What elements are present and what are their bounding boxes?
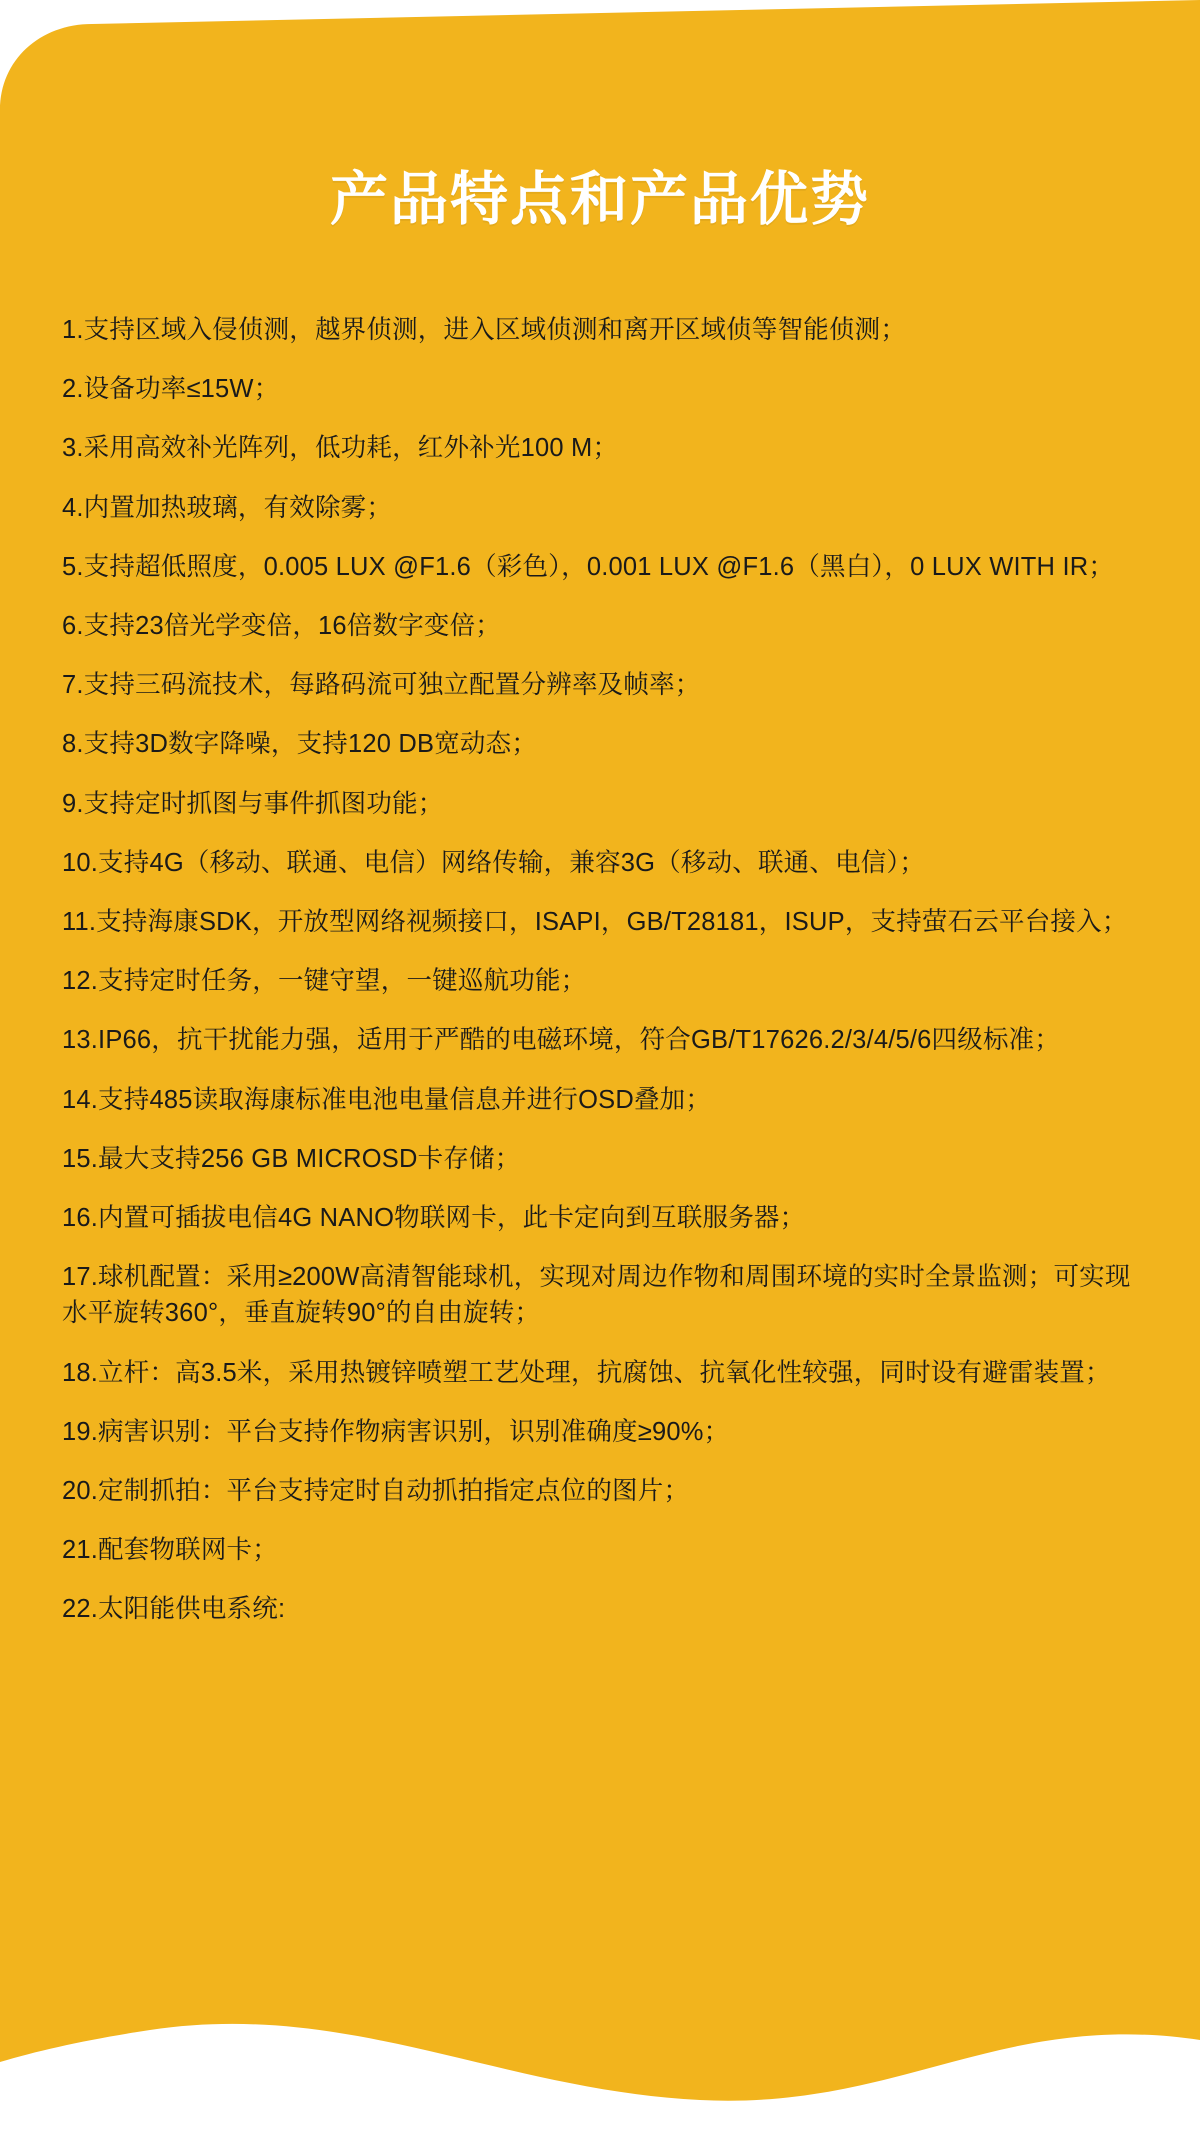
list-item: 15.最大支持256 GB MICROSD卡存储； <box>62 1144 521 1173</box>
list-item: 2.设备功率≤15W； <box>62 375 280 404</box>
list-item: 10.支持4G（移动、联通、电信）网络传输，兼容3G（移动、联通、电信）； <box>62 848 926 877</box>
list-item: 16.内置可插拔电信4G NANO物联网卡，此卡定向到互联服务器； <box>62 1204 806 1233</box>
list-item: 3.采用高效补光阵列，低功耗，红外补光100 M； <box>62 434 619 463</box>
list-item: 21.配套物联网卡； <box>62 1536 278 1565</box>
feature-list <box>62 312 1142 1628</box>
list-item: 7.支持三码流技术，每路码流可独立配置分辨率及帧率； <box>62 671 701 700</box>
list-item: 22.太阳能供电系统: <box>62 1595 286 1624</box>
list-item: 12.支持定时任务，一键守望，一键巡航功能； <box>62 967 587 996</box>
list-item: 4.内置加热玻璃，有效除雾； <box>62 493 393 522</box>
list-item: 8.支持3D数字降噪，支持120 DB宽动态； <box>62 730 538 759</box>
list-item: 18.立杆：高3.5米，采用热镀锌喷塑工艺处理，抗腐蚀、抗氧化性较强，同时设有避雷装置； <box>62 1358 1111 1387</box>
list-item: 14.支持485读取海康标准电池电量信息并进行OSD叠加； <box>62 1085 712 1114</box>
list-item: 13.IP66，抗干扰能力强，适用于严酷的电磁环境，符合GB/T17626.2/3/4/5/6四级标准； <box>62 1026 1061 1055</box>
page-title: 产品特点和产品优势 <box>329 167 870 232</box>
list-item: 19.病害识别：平台支持作物病害识别，识别准确度≥90%； <box>62 1417 730 1446</box>
list-item: 5.支持超低照度，0.005 LUX @F1.6（彩色），0.001 LUX @F1.6（黑白），0 LUX WITH IR； <box>62 552 1115 581</box>
list-item: 1.支持区域入侵侦测，越界侦测，进入区域侦测和离开区域侦等智能侦测； <box>62 316 907 344</box>
list-item: 6.支持23倍光学变倍，16倍数字变倍； <box>62 612 501 641</box>
list-item: 9.支持定时抓图与事件抓图功能； <box>62 789 444 818</box>
list-item: 17.球机配置：采用≥200W高清智能球机，实现对周边作物和周围环境的实时全景监测；可实现水平旋转360°，垂直旋转90°的自由旋转； <box>62 1263 1131 1328</box>
list-item: 11.支持海康SDK，开放型网络视频接口，ISAPI，GB/T28181，ISUP，支持萤石云平台接入； <box>62 908 1128 937</box>
list-item: 20.定制抓拍：平台支持定时自动抓拍指定点位的图片； <box>62 1477 690 1506</box>
